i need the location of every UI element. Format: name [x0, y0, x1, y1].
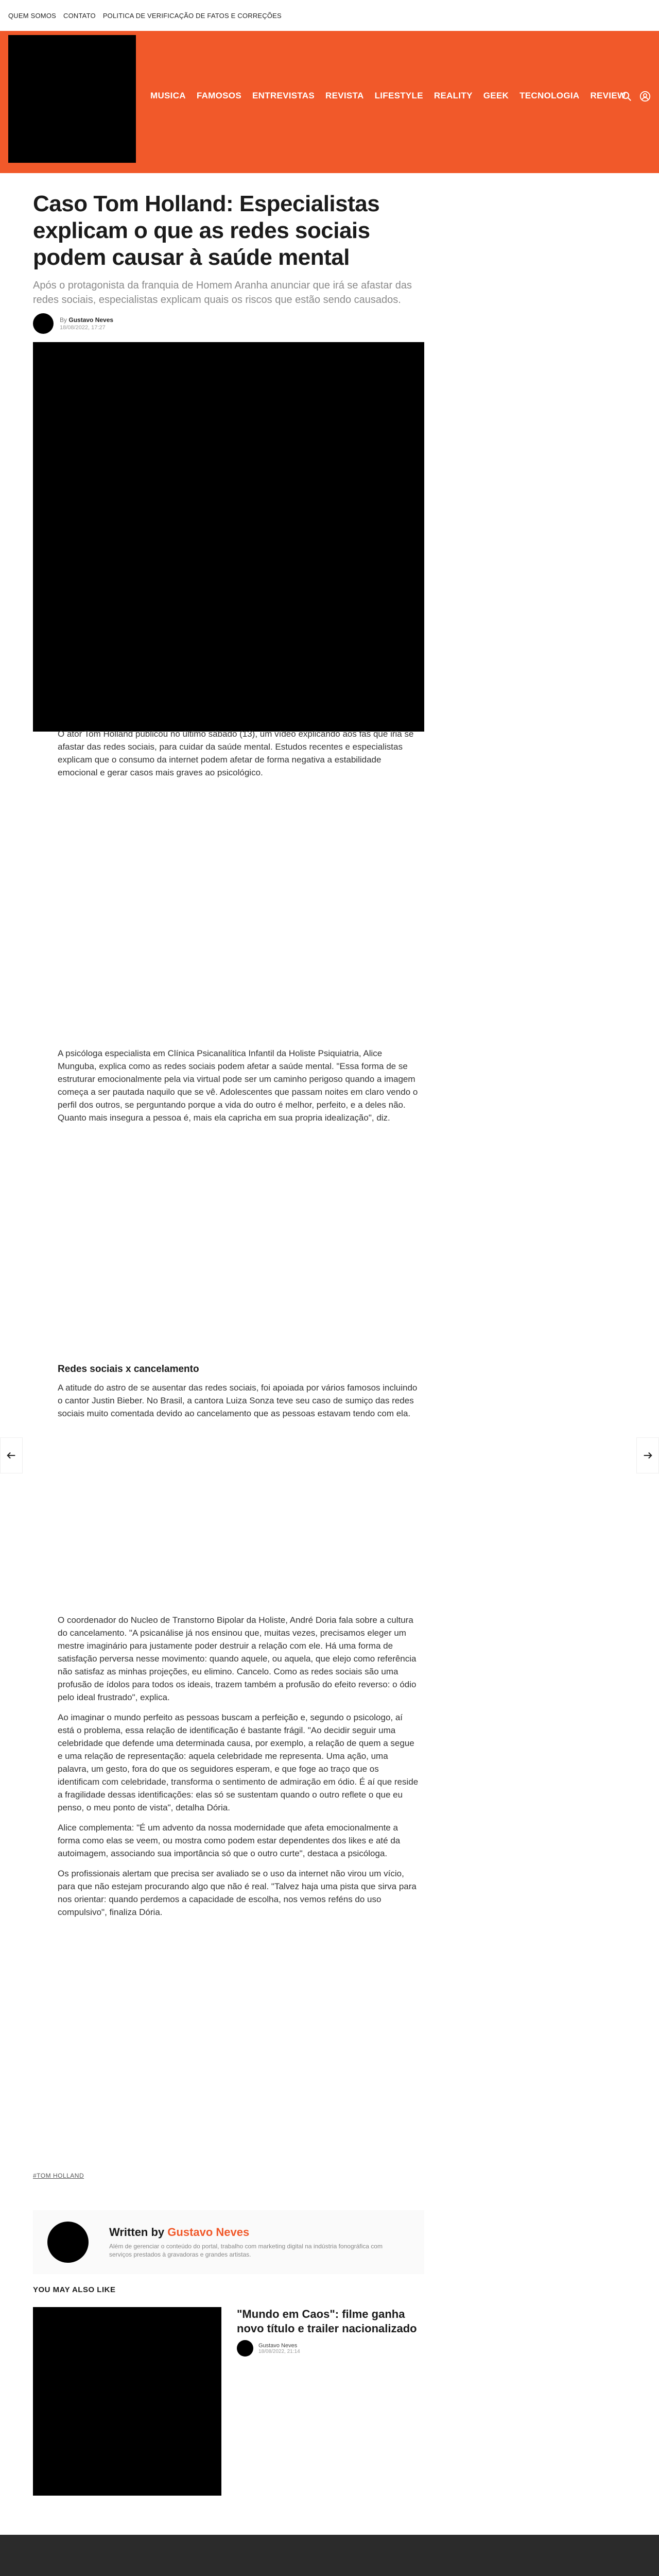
search-icon[interactable] [621, 91, 632, 102]
article-subtitle: Após o protagonista da franquia de Homem Aranha anunciar que irá se afastar das redes sociais, especialistas explicam quais os riscos que estão sendo causados. [33, 280, 412, 306]
arrow-right-icon [642, 1450, 653, 1461]
nav-item-reality[interactable]: REALITY [433, 91, 473, 100]
author-box-avatar[interactable] [47, 2222, 89, 2263]
ad-spacer [58, 1131, 421, 1364]
nav-item-famosos[interactable]: FAMOSOS [196, 91, 241, 100]
author-bio: Além de gerenciar o conteúdo do portal, trabalho com marketing digital na indústria fonográfica com serviços prestados à gravadoras e grandes artistas. [109, 2243, 383, 2258]
article-header [33, 173, 424, 732]
related-post-thumbnail[interactable] [33, 2307, 221, 2496]
article-byline [33, 313, 424, 334]
nav-tools [621, 91, 651, 102]
byline-date: 18/08/2022, 17:27 [60, 325, 106, 331]
related-post-byline [237, 2340, 423, 2357]
article-video[interactable] [33, 342, 424, 732]
related-post-author-avatar[interactable] [237, 2340, 253, 2357]
related-post-title[interactable]: "Mundo em Caos": filme ganha novo título e trailer nacionalizado [237, 2308, 417, 2335]
related-post-author[interactable]: Gustavo Neves [258, 2342, 298, 2349]
article-title: Caso Tom Holland: Especialistas explicam o que as redes sociais podem causar à saúde mental [33, 191, 380, 270]
article-paragraph: O ator Tom Holland publicou no último sábado (13), um vídeo explicando aos fãs que iria se afastar das redes sociais, para cuidar da saúde mental. Estudos recentes e especialistas explicam que o consumo da internet podem afetar de forma negativa a estabilidade emocional e gerar casos mais graves ao psicológico. [58, 729, 414, 777]
ad-spacer [58, 1427, 421, 1614]
previous-post-button[interactable] [0, 1437, 23, 1473]
author-box-name[interactable]: Gustavo Neves [167, 2226, 250, 2239]
top-bar [0, 0, 659, 31]
nav-item-musica[interactable]: MUSICA [150, 91, 186, 100]
main-nav [150, 91, 636, 101]
nav-item-entrevistas[interactable]: ENTREVISTAS [252, 91, 315, 100]
nav-item-lifestyle[interactable]: LIFESTYLE [374, 91, 423, 100]
related-post-info [237, 2307, 423, 2357]
user-icon[interactable] [639, 91, 651, 102]
byline-author-name[interactable]: Gustavo Neves [68, 316, 114, 324]
nav-item-tecnologia[interactable]: TECNOLOGIA [519, 91, 580, 100]
article-paragraph: Os profissionais alertam que precisa ser avaliado se o uso da internet não virou um vício, para que não estejam procurando algo que não é real. "Talvez haja uma pista que sirva para nos orientar: quando perdemos a capacidade de escolha, nos vemos reféns do uso compulsivo", finaliza Dória. [58, 1869, 417, 1917]
nav-item-geek[interactable]: GEEK [483, 91, 509, 100]
article-paragraph: A psicóloga especialista em Clínica Psicanalítica Infantil da Holiste Psiquiatria, Alice Munguba, explica como as redes sociais podem afetar a saúde mental. "Essa forma de se estruturar emocionalmente pela via virtual pode ser um caminho perigoso quando a imagem começa a ser pautada naquilo que se vê. Adolescentes que passam noites em claro vendo o perfil dos outros, se perguntando porque a vida do outro é melhor, perfeito, e a deles não. Quanto mais insegura a pessoa é, mais ela capricha em sua propria idealização", diz. [58, 1048, 418, 1123]
article-paragraph: Alice complementa: "É um advento da nossa modernidade que afeta emocionalmente a forma como elas se veem, ou mostra como podem estar dependentes dos likes e até da autoimagem, associando sua importância só que o outro curte", destaca a psicóloga. [58, 1823, 401, 1858]
nav-item-review[interactable]: REVIEW [590, 91, 626, 100]
article-paragraph: O coordenador do Nucleo de Transtorno Bipolar da Holiste, André Doria fala sobre a cultura do cancelamento. "A psicanálise já nos ensinou que, muitas vezes, precisamos eleger um mestre imaginário para justamente poder destruir a relação com ele. Há uma forma de satisfação perversa nesse movimento: quando aquele, ou aquela, que elejo como referência não satisfaz as minhas projeções, eu elimino. Cancelo. Como as redes sociais são uma profusão de ídolos para todos os ideais, trazem também a profusão do efeito reverso: o ódio pelo ideal frustrado", explica. [58, 1615, 417, 1702]
written-by-label: Written by [109, 2226, 165, 2239]
byline-author [60, 316, 113, 324]
topbar-link-contato[interactable]: CONTATO [63, 11, 96, 20]
author-box [33, 2210, 424, 2274]
author-box-title [109, 2226, 397, 2239]
footer [0, 2535, 659, 2576]
byline-by-label: By [60, 316, 67, 324]
site-logo[interactable] [8, 35, 136, 163]
you-may-also-like-title: YOU MAY ALSO LIKE [33, 2285, 116, 2294]
article-paragraph: A atitude do astro de se ausentar das redes sociais, foi apoiada por vários famosos incluindo o cantor Justin Bieber. No Brasil, a cantora Luiza Sonza teve seu caso de sumiço das redes sociais muito comentada devido ao cancelamento que as pessoas estavam tendo com ela. [58, 1383, 418, 1418]
topbar-link-politica[interactable]: POLITICA DE VERIFICAÇÃO DE FATOS E CORREÇÕES [102, 11, 282, 20]
related-post-date: 18/08/2022, 21:14 [258, 2348, 300, 2354]
arrow-left-icon [6, 1450, 17, 1461]
tag-link[interactable]: #TOM HOLLAND [33, 2172, 84, 2179]
article-paragraph: Ao imaginar o mundo perfeito as pessoas buscam a perfeição e, segundo o psicologo, aí está o problema, essa relação de identificação é bastante frágil. "Ao decidir seguir uma celebridade que defende uma determinada causa, por exemplo, a relação de quem a segue e uma relação de representação: aquela celebridade me representa. Uma ação, uma palavra, um gesto, fora do que os seguidores esperam, e que foge ao traço que os identificam com celebridade, transforma o sentimento de admiração em ódio. É aí que reside a fragilidade dessas identificações: elas só se sustentam quando o outro reflete o que eu penso, o meu ponto de vista", detalha Dória. [58, 1713, 419, 1812]
masthead [0, 31, 659, 173]
topbar-link-quem-somos[interactable]: QUEM SOMOS [8, 11, 57, 20]
next-post-button[interactable] [636, 1437, 659, 1473]
article-subheading: Redes sociais x cancelamento [58, 1364, 199, 1375]
article-body [58, 727, 421, 1926]
ad-spacer [58, 786, 421, 1047]
nav-item-revista[interactable]: REVISTA [325, 91, 364, 100]
author-avatar[interactable] [33, 313, 54, 334]
